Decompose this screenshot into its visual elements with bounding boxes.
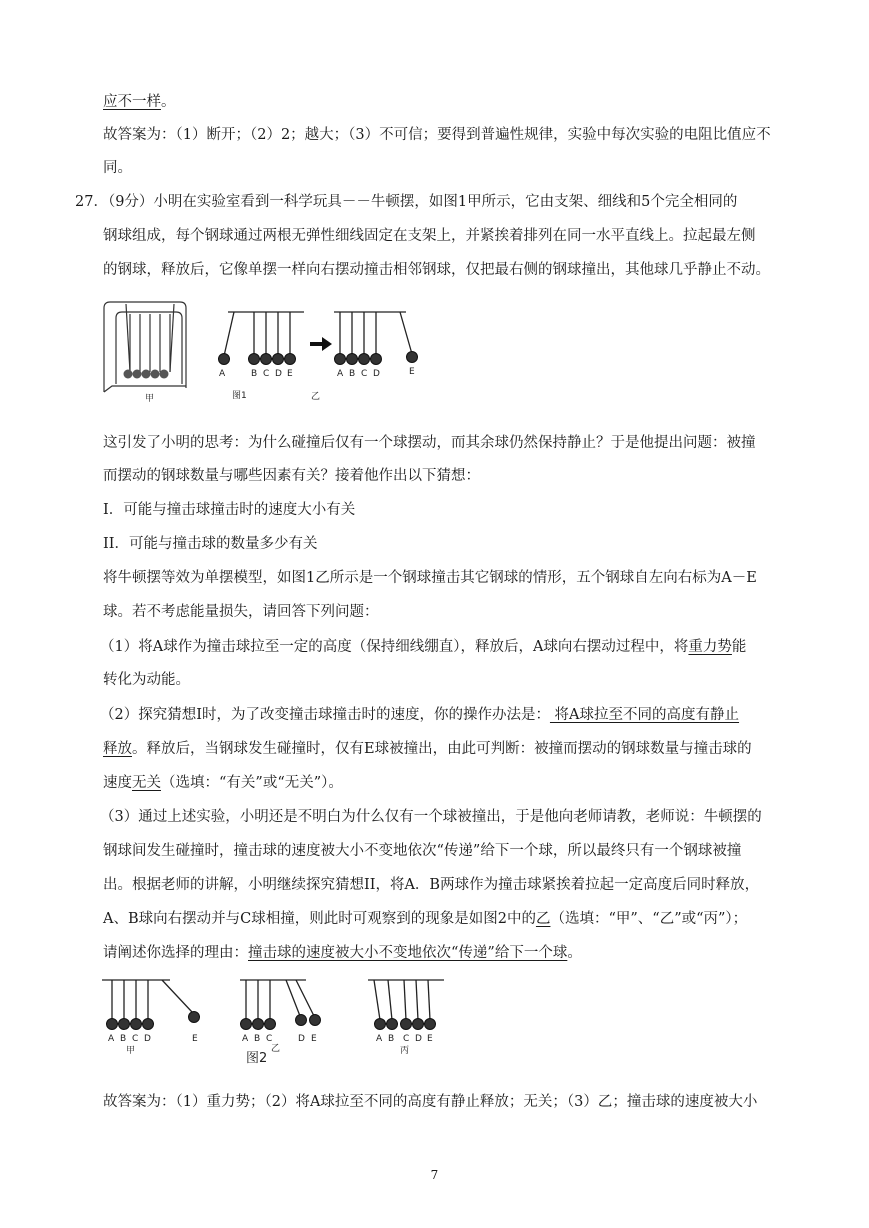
hypothesis-1: I．可能与撞击球撞击时的速度大小有关: [103, 502, 356, 518]
line-0: 应不一样。: [103, 94, 176, 110]
line-21: 请阐述你选择的理由：撞击球的速度被大小不变地依次“传递”给下一个球。: [103, 945, 582, 961]
svg-text:B: B: [349, 369, 356, 379]
svg-text:D: D: [415, 1034, 422, 1044]
line-5: 的钢球，释放后，它像单摆一样向右摆动撞击相邻钢球，仅把最右侧的钢球撞出，其他球几乎静止不动。: [103, 262, 770, 278]
svg-text:E: E: [409, 367, 415, 377]
line-2: 同。: [103, 160, 132, 176]
cradle-balls: [124, 370, 169, 379]
line-15: 释放。释放后，当钢球发生碰撞时，仅有E球被撞出，由此可判断：被撞而摆动的钢球数量与撞击球的: [103, 741, 752, 757]
fig2-title: 图2: [246, 1051, 268, 1064]
line-1: 故答案为：（1）断开；（2）2；越大；（3）不可信；要得到普遍性规律，实验中每次实验的电阻比值应不: [103, 127, 771, 143]
fig2-jia-label: 甲: [126, 1046, 136, 1056]
svg-text:A: A: [376, 1034, 383, 1044]
svg-text:E: E: [192, 1034, 198, 1044]
line-4: 钢球组成，每个钢球通过两根无弹性细线固定在支架上，并紧挨着排列在同一水平直线上。拉起最左侧: [103, 228, 756, 244]
line-19: 出。根据老师的讲解，小明继续探究猜想II，将A．B两球作为撞击球紧挨着拉起一定高度后同时释放，: [103, 877, 760, 893]
svg-text:A: A: [219, 369, 226, 379]
arrow-icon: [310, 337, 332, 351]
svg-text:A: A: [242, 1034, 249, 1044]
hypothesis-2: II．可能与撞击球的数量多少有关: [103, 536, 318, 552]
newton-cradle-photo: [104, 302, 186, 392]
svg-text:E: E: [427, 1034, 433, 1044]
answer-blank: 重力势: [688, 639, 732, 655]
svg-text:D: D: [298, 1034, 305, 1044]
answer-blank: 无关: [132, 775, 161, 791]
fig2-bing-label: 丙: [400, 1046, 410, 1056]
fig1-yi-label: 乙: [311, 392, 321, 402]
line-17: （3）通过上述实验，小明还是不明白为什么仅有一个球被撞出，于是他向老师请教，老师说：牛顿摆的: [100, 809, 762, 825]
figure-2: [100, 972, 460, 1064]
line-11: 球。若不考虑能量损失，请回答下列问题：: [103, 604, 379, 620]
page-number: 7: [430, 1168, 439, 1182]
fig1-jia-label: 甲: [145, 394, 155, 404]
line-14: （2）探究猜想I时，为了改变撞击球撞击时的速度，你的操作办法是： 将A球拉至不同的高度有静止: [100, 707, 740, 723]
line-20: A、B球向右摆动并与C球相撞，则此时可观察到的现象是如图2中的乙（选填：“甲”、“乙”或“丙”）；: [103, 911, 748, 927]
answer-blank: 撞击球的速度被大小不变地依次“传递”给下一个球: [248, 945, 568, 961]
svg-text:C: C: [403, 1034, 410, 1044]
svg-text:B: B: [254, 1034, 261, 1044]
line-10: 将牛顿摆等效为单摆模型，如图1乙所示是一个钢球撞击其它钢球的情形，五个钢球自左向右标为A－E: [103, 570, 757, 586]
figure-1: [100, 296, 440, 414]
question-27-title: 27．（9分）小明在实验室看到一科学玩具－－牛顿摆，如图1甲所示，它由支架、细线和5个完全相同的: [75, 194, 738, 210]
svg-text:B: B: [388, 1034, 395, 1044]
svg-text:D: D: [373, 369, 380, 379]
svg-text:A: A: [108, 1034, 115, 1044]
line-13: 转化为动能。: [103, 672, 190, 688]
fig1-title: 图1: [232, 391, 247, 401]
svg-text:C: C: [266, 1034, 273, 1044]
line-16: 速度无关（选填：“有关”或“无关”）。: [103, 775, 343, 791]
svg-text:E: E: [311, 1034, 317, 1044]
svg-text:C: C: [263, 369, 270, 379]
svg-text:C: C: [361, 369, 368, 379]
svg-text:C: C: [132, 1034, 139, 1044]
line-12: （1）将A球作为撞击球拉至一定的高度（保持细线绷直），释放后，A球向右摆动过程中，将重力势能: [100, 639, 747, 655]
answer-blank: 乙: [535, 911, 551, 927]
svg-text:B: B: [120, 1034, 127, 1044]
answer-blank: 应不一样: [103, 94, 161, 110]
fig2-yi-label: 乙: [271, 1044, 281, 1054]
answer-blank: 释放: [103, 741, 132, 757]
svg-text:D: D: [275, 369, 282, 379]
line-7: 而摆动的钢球数量与哪些因素有关？接着他作出以下猜想：: [103, 468, 480, 484]
svg-text:A: A: [337, 369, 344, 379]
answer-blank: 将A球拉至不同的高度有静止: [549, 707, 740, 723]
svg-text:E: E: [287, 369, 293, 379]
svg-text:B: B: [251, 369, 258, 379]
line-6: 这引发了小明的思考：为什么碰撞后仅有一个球摆动，而其余球仍然保持静止？于是他提出问题：被撞: [103, 435, 756, 451]
line-18: 钢球间发生碰撞时，撞击球的速度被大小不变地依次“传递”给下一个球，所以最终只有一个钢球被撞: [103, 843, 742, 859]
svg-text:D: D: [144, 1034, 151, 1044]
line-22: 故答案为：（1）重力势；（2）将A球拉至不同的高度有静止释放；无关；（3）乙；撞击球的速度被大小: [103, 1094, 758, 1110]
